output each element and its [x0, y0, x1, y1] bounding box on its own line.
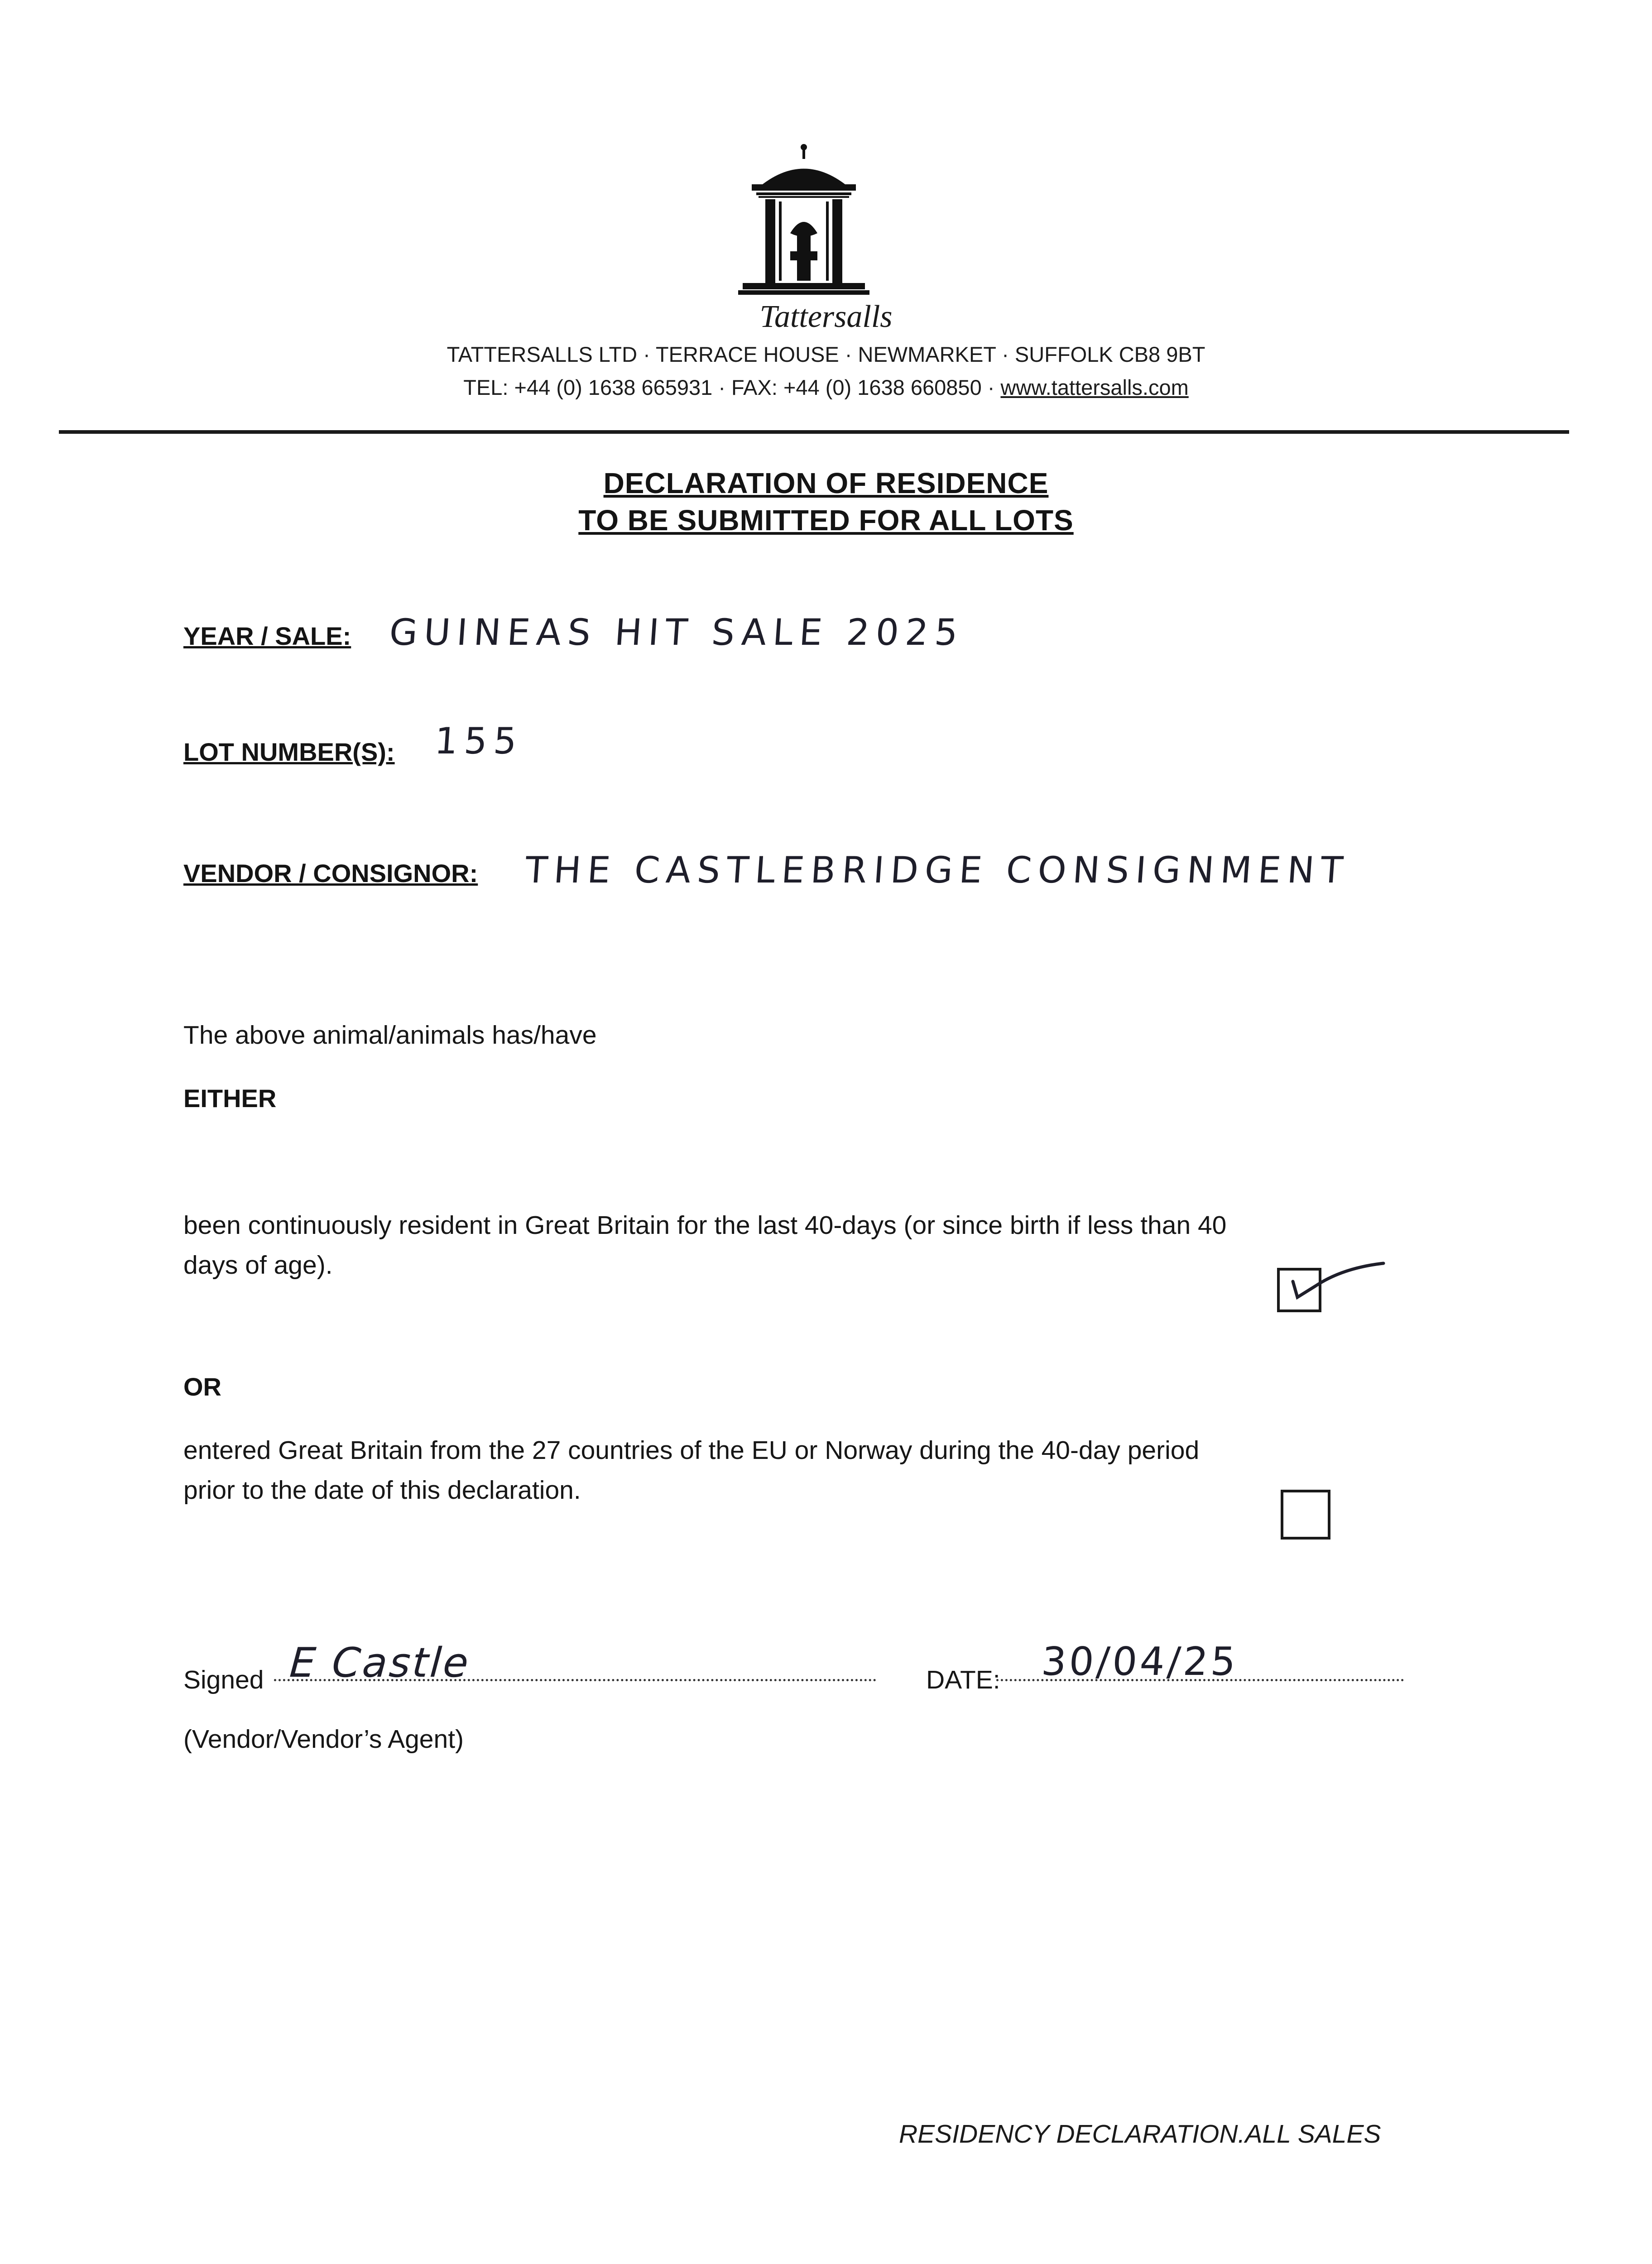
option1-line2: days of age).: [183, 1251, 333, 1280]
footer-reference: RESIDENCY DECLARATION.ALL SALES: [899, 2120, 1381, 2149]
address-line: TATTERSALLS LTD · TERRACE HOUSE · NEWMARKET · SUFFOLK CB8 9BT: [447, 342, 1205, 366]
year-sale-label: YEAR / SALE:: [183, 622, 351, 650]
signed-label: Signed: [183, 1665, 264, 1694]
brand-name: Tattersalls: [759, 299, 893, 334]
date-value: 30/04/25: [1040, 1639, 1240, 1684]
statement-intro: The above animal/animals has/have: [183, 1021, 597, 1050]
or-label: OR: [183, 1372, 221, 1401]
lot-number-label: LOT NUMBER(S):: [183, 738, 395, 766]
website-link[interactable]: www.tattersalls.com: [1000, 375, 1189, 399]
option2-line2: prior to the date of this declaration.: [183, 1476, 581, 1505]
document-title-line2: TO BE SUBMITTED FOR ALL LOTS: [578, 504, 1074, 537]
option1-line1: been continuously resident in Great Britain for the last 40-days (or since birth if less than 40: [183, 1211, 1227, 1240]
tattersalls-logo: [734, 143, 874, 297]
contact-text: TEL: +44 (0) 1638 665931 · FAX: +44 (0) 1638 660850 ·: [463, 375, 1001, 399]
header-divider: [59, 430, 1569, 434]
year-sale-value: GUINEAS HIT SALE 2025: [388, 611, 965, 653]
date-label: DATE:: [926, 1665, 1000, 1694]
lot-number-value: 155: [433, 720, 524, 762]
vendor-label: VENDOR / CONSIGNOR:: [183, 859, 478, 887]
option2-line1: entered Great Britain from the 27 countries of the EU or Norway during the 40-day period: [183, 1436, 1200, 1465]
vendor-value: THE CASTLEBRIDGE CONSIGNMENT: [523, 849, 1351, 891]
document-title-line1: DECLARATION OF RESIDENCE: [603, 467, 1049, 499]
vendor-role-note: (Vendor/Vendor’s Agent): [183, 1725, 464, 1754]
contact-line: [0, 375, 1652, 400]
either-label: EITHER: [183, 1084, 277, 1113]
option2-checkbox[interactable]: [1281, 1490, 1330, 1540]
signature-value: E Castle: [288, 1639, 472, 1687]
checkmark-icon: [1284, 1254, 1388, 1309]
